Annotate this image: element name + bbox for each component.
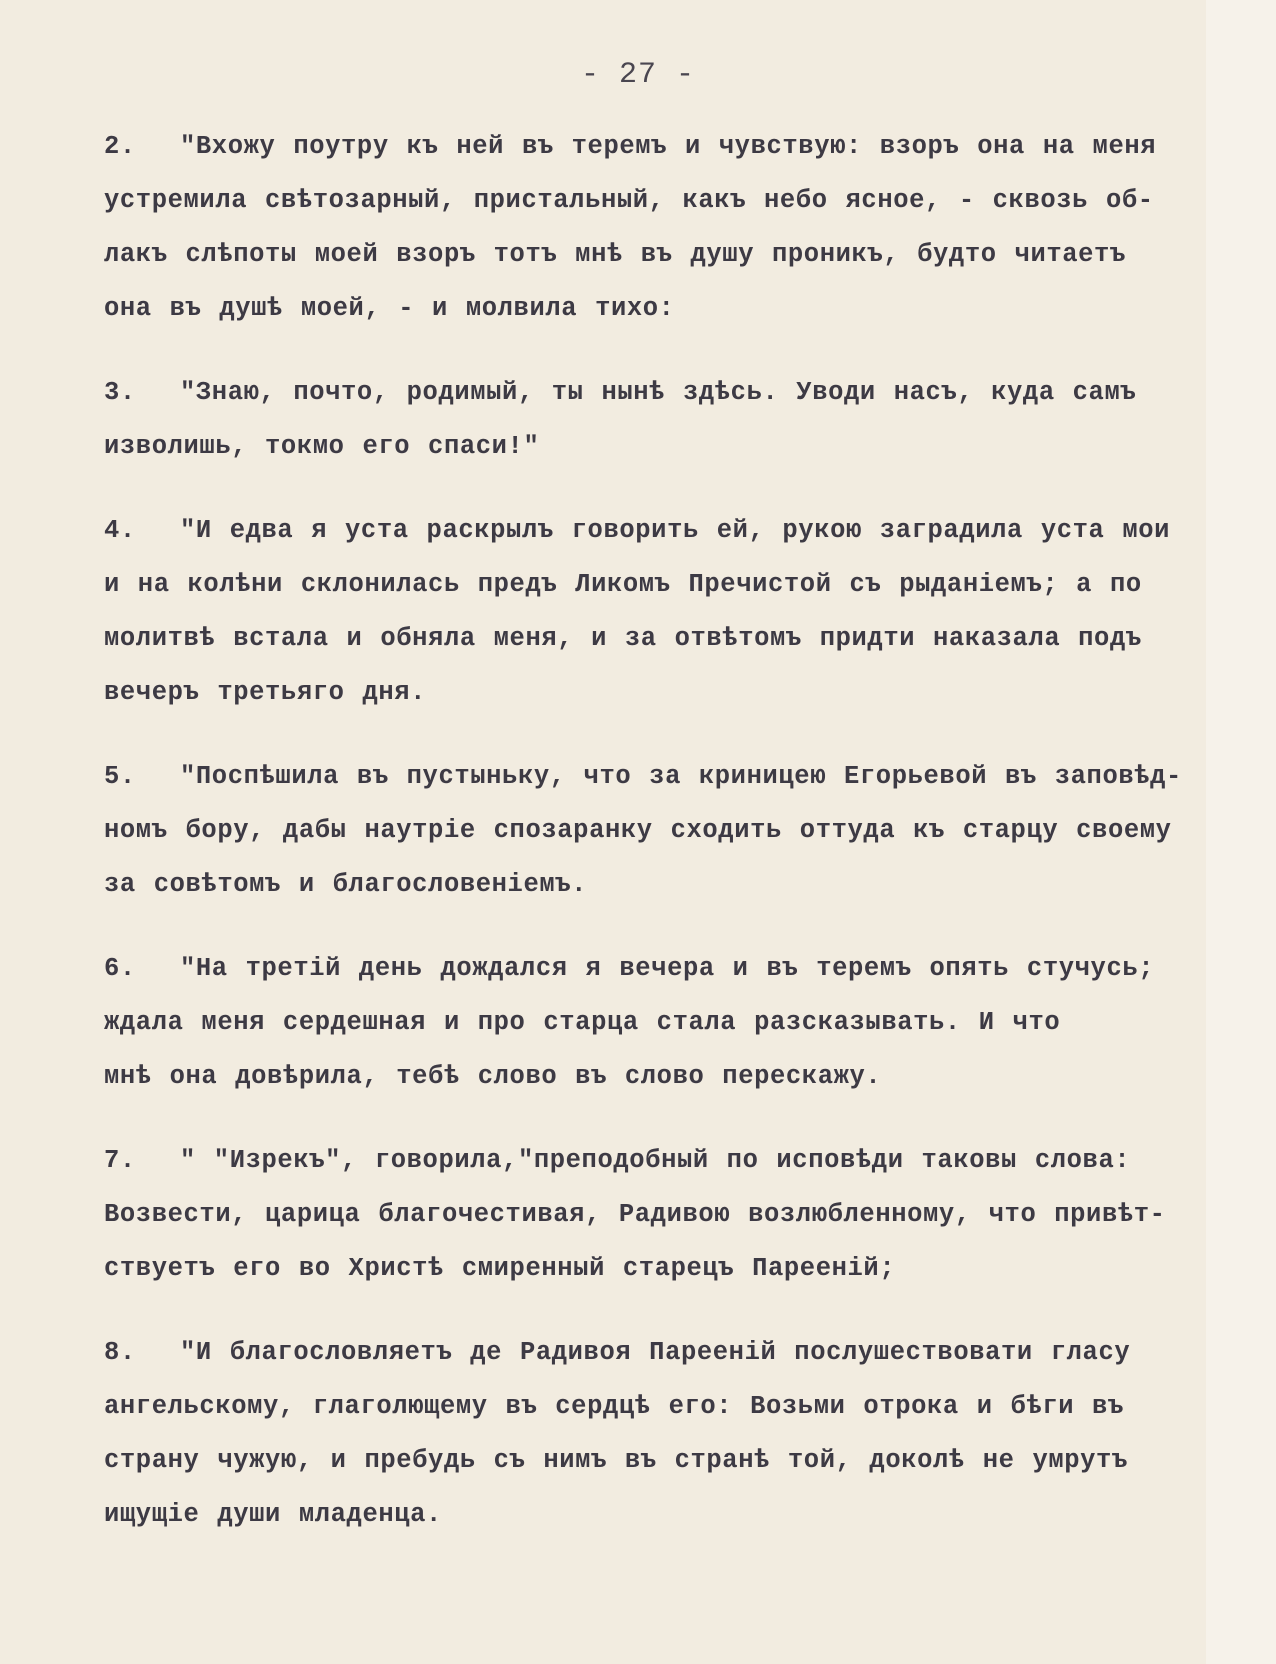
- paragraph-line: ствуетъ его во Христѣ смиренный старецъ Парееній;: [104, 1254, 896, 1283]
- paragraph-number: 4.: [104, 516, 136, 545]
- paragraph-text: "Вхожу поутру къ ней въ теремъ и чувствую: взоръ она на меня: [180, 132, 1157, 161]
- paragraph-line: [104, 942, 1214, 996]
- paragraph-6: [104, 942, 1214, 1104]
- paragraph-line: устремила свѣтозарный, пристальный, какъ небо ясное, - сквозь об-: [104, 186, 1154, 215]
- paragraph-line: лакъ слѣпоты моей взоръ тотъ мнѣ въ душу проникъ, будто читаетъ: [104, 240, 1126, 269]
- paragraph-number: 7.: [104, 1146, 136, 1175]
- paragraph-line: [104, 120, 1214, 174]
- document-body: [104, 120, 1214, 1572]
- paragraph-3: [104, 366, 1214, 474]
- paragraph-line: ищущіе души младенца.: [104, 1500, 442, 1529]
- paragraph-text: "И едва я уста раскрылъ говорить ей, рукою заградила уста мои: [180, 516, 1171, 545]
- paragraph-line: Возвести, царица благочестивая, Радивою возлюбленному, что привѣт-: [104, 1200, 1166, 1229]
- paragraph-2: [104, 120, 1214, 336]
- paragraph-line: мнѣ она довѣрила, тебѣ слово въ слово перескажу.: [104, 1062, 882, 1091]
- paragraph-number: 2.: [104, 132, 136, 161]
- page-number: - 27 -: [580, 58, 696, 92]
- paragraph-7: [104, 1134, 1214, 1296]
- paragraph-line: молитвѣ встала и обняла меня, и за отвѣтомъ придти наказала подъ: [104, 624, 1142, 653]
- paragraph-line: она въ душѣ моей, - и молвила тихо:: [104, 294, 675, 323]
- paragraph-line: страну чужую, и пребудь съ нимъ въ странѣ той, доколѣ не умрутъ: [104, 1446, 1128, 1475]
- paragraph-line: [104, 366, 1214, 420]
- page-edge: [1206, 0, 1276, 1664]
- paragraph-line: [104, 504, 1214, 558]
- paragraph-line: изволишь, токмо его спаси!": [104, 432, 540, 461]
- paragraph-line: вечеръ третьяго дня.: [104, 678, 427, 707]
- paragraph-number: 5.: [104, 762, 136, 791]
- paragraph-5: [104, 750, 1214, 912]
- paragraph-8: [104, 1326, 1214, 1542]
- paragraph-line: ждала меня сердешная и про старца стала разсказывать. И что: [104, 1008, 1061, 1037]
- paragraph-line: за совѣтомъ и благословеніемъ.: [104, 870, 588, 899]
- paragraph-number: 6.: [104, 954, 136, 983]
- paragraph-4: [104, 504, 1214, 720]
- paragraph-line: [104, 1134, 1214, 1188]
- paragraph-text: "Поспѣшила въ пустыньку, что за криницею Егорьевой въ заповѣд-: [180, 762, 1182, 791]
- paragraph-number: 8.: [104, 1338, 136, 1367]
- paragraph-text: " "Изрекъ", говорила,"преподобный по исповѣди таковы слова:: [180, 1146, 1131, 1175]
- paragraph-line: ангельскому, глаголющему въ сердцѣ его: Возьми отрока и бѣги въ: [104, 1392, 1124, 1421]
- paragraph-line: [104, 750, 1214, 804]
- paragraph-line: и на колѣни склонилась предъ Ликомъ Пречистой съ рыданіемъ; а по: [104, 570, 1142, 599]
- paragraph-number: 3.: [104, 378, 136, 407]
- paragraph-line: номъ бору, дабы наутріе спозаранку сходить оттуда къ старцу своему: [104, 816, 1172, 845]
- paragraph-line: [104, 1326, 1214, 1380]
- paragraph-text: "На третій день дождался я вечера и въ теремъ опять стучусь;: [180, 954, 1155, 983]
- paragraph-text: "Знаю, почто, родимый, ты нынѣ здѣсь. Уводи насъ, куда самъ: [180, 378, 1137, 407]
- paragraph-text: "И благословляетъ де Радивоя Парееній послушествовати гласу: [180, 1338, 1131, 1367]
